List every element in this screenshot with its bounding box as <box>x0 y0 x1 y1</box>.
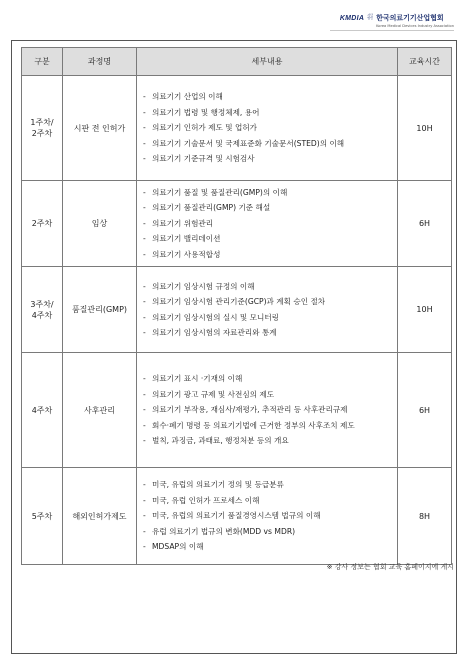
logo-sub-1: 사단 <box>367 13 374 17</box>
detail-item <box>143 247 393 263</box>
org-logo <box>340 13 454 28</box>
detail-text: 유럽 의료기기 법규의 변화(MDD vs MDR) <box>152 526 296 536</box>
detail-text: 의료기기 임상시험의 실시 및 모니터링 <box>152 312 280 322</box>
dash-bullet: - <box>143 234 146 244</box>
dash-bullet: - <box>143 328 146 337</box>
curriculum-table <box>21 47 452 565</box>
header-divider <box>330 30 454 31</box>
footnote: ※ 강사 정보는 협회 교육 홈페이지에 게시 <box>326 563 454 571</box>
detail-text: 회수·폐기 명령 등 의료기기법에 근거한 정부의 사후조치 제도 <box>152 420 355 430</box>
dash-bullet: - <box>143 154 146 164</box>
detail-text: 의료기기 산업의 이해 <box>152 92 223 102</box>
details-cell <box>137 76 398 181</box>
details-cell <box>137 353 398 468</box>
document-header <box>0 0 474 36</box>
logo-sub-2: 법인 <box>367 16 374 20</box>
details-cell <box>137 181 398 267</box>
header-course-name: 과정명 <box>63 48 137 76</box>
detail-text: 의료기기 광고 규제 및 사전심의 제도 <box>152 389 275 399</box>
course-name-cell: 시판 전 인허가 <box>63 76 137 181</box>
detail-item <box>143 325 393 341</box>
detail-text: 의료기기 임상시험 규정의 이해 <box>152 281 255 291</box>
hours-cell: 6H <box>398 181 452 267</box>
dash-bullet: - <box>143 281 146 291</box>
table-row <box>22 181 452 267</box>
header-division: 구분 <box>22 48 63 76</box>
detail-item <box>143 524 393 540</box>
dash-bullet: - <box>143 526 146 536</box>
detail-item <box>143 539 393 555</box>
table-row <box>22 267 452 353</box>
header-hours: 교육시간 <box>398 48 452 76</box>
dash-bullet: - <box>143 218 146 228</box>
detail-text: 의료기기 법령 및 행정체제, 용어 <box>152 107 260 117</box>
org-name-en: Korea Medical Devices Industry Association <box>376 24 454 28</box>
table-header-row <box>22 48 452 76</box>
dash-bullet: - <box>143 542 146 552</box>
table-row <box>22 353 452 468</box>
detail-item <box>143 477 393 493</box>
logo-mark: KMDIA <box>339 15 365 22</box>
dash-bullet: - <box>143 405 146 415</box>
dash-bullet: - <box>143 480 146 490</box>
dash-bullet: - <box>143 297 146 306</box>
detail-item <box>143 200 393 216</box>
week-cell: 1주차/ 2주차 <box>22 76 63 181</box>
details-cell <box>137 468 398 565</box>
detail-text: 의료기기 부작용, 재심사/재평가, 추적관리 등 사후관리규제 <box>152 405 348 415</box>
dash-bullet: - <box>143 187 146 197</box>
logo-sub-mark <box>367 14 373 20</box>
dash-bullet: - <box>143 389 146 399</box>
detail-item <box>143 216 393 232</box>
detail-item <box>143 105 393 121</box>
detail-item <box>143 294 393 310</box>
detail-item <box>143 120 393 136</box>
dash-bullet: - <box>143 312 146 322</box>
detail-item <box>143 387 393 403</box>
course-name-cell: 임상 <box>63 181 137 267</box>
course-name-cell: 사후관리 <box>63 353 137 468</box>
detail-text: 의료기기 품질관리(GMP) 기준 해설 <box>152 203 271 213</box>
detail-text: 미국, 유럽 인허가 프로세스 이해 <box>152 495 260 505</box>
week-cell: 5주차 <box>22 468 63 565</box>
detail-text: 의료기기 위험관리 <box>152 218 214 228</box>
detail-item <box>143 185 393 201</box>
detail-item <box>143 433 393 449</box>
dash-bullet: - <box>143 511 146 521</box>
detail-item <box>143 508 393 524</box>
detail-item <box>143 136 393 152</box>
hours-cell: 10H <box>398 76 452 181</box>
week-cell: 3주차/ 4주차 <box>22 267 63 353</box>
logo-text <box>376 13 454 28</box>
dash-bullet: - <box>143 495 146 505</box>
dash-bullet: - <box>143 203 146 213</box>
table-row <box>22 76 452 181</box>
detail-text: 의료기기 임상시험의 자료관리와 통계 <box>152 328 277 337</box>
detail-item <box>143 89 393 105</box>
detail-text: 의료기기 밸리데이션 <box>152 234 221 244</box>
detail-text: 의료기기 품질 및 품질관리(GMP)의 이해 <box>152 187 288 197</box>
org-name-ko: 한국의료기기산업협회 <box>376 14 444 22</box>
hours-cell: 10H <box>398 267 452 353</box>
detail-item <box>143 402 393 418</box>
dash-bullet: - <box>143 138 146 148</box>
hours-cell: 6H <box>398 353 452 468</box>
dash-bullet: - <box>143 436 146 446</box>
detail-item <box>143 151 393 167</box>
dash-bullet: - <box>143 92 146 102</box>
detail-item <box>143 310 393 326</box>
course-name-cell: 해외인허가제도 <box>63 468 137 565</box>
dash-bullet: - <box>143 420 146 430</box>
details-cell <box>137 267 398 353</box>
detail-text: 의료기기 기준규격 및 시험검사 <box>152 154 255 164</box>
detail-text: 의료기기 임상시험 관리기준(GCP)과 계획 승인 절차 <box>152 297 326 306</box>
detail-text: 벌칙, 과징금, 과태료, 행정처분 등의 개요 <box>152 436 289 446</box>
detail-text: 미국, 유럽의 의료기기 정의 및 등급분류 <box>152 480 284 490</box>
detail-item <box>143 371 393 387</box>
detail-item <box>143 231 393 247</box>
week-cell: 2주차 <box>22 181 63 267</box>
dash-bullet: - <box>143 374 146 384</box>
detail-text: 의료기기 인허가 제도 및 업허가 <box>152 123 258 133</box>
week-cell: 4주차 <box>22 353 63 468</box>
table-row <box>22 468 452 565</box>
detail-item <box>143 418 393 434</box>
detail-text: 미국, 유럽의 의료기기 품질경영시스템 법규의 이해 <box>152 511 321 521</box>
detail-text: 의료기기 기술문서 및 국제표준화 기술문서(STED)의 이해 <box>152 138 345 148</box>
header-details: 세부내용 <box>137 48 398 76</box>
detail-text: 의료기기 사용적합성 <box>152 249 221 259</box>
dash-bullet: - <box>143 107 146 117</box>
dash-bullet: - <box>143 123 146 133</box>
hours-cell: 8H <box>398 468 452 565</box>
dash-bullet: - <box>143 249 146 259</box>
detail-text: 의료기기 표시 ·기재의 이해 <box>152 374 243 384</box>
detail-item <box>143 493 393 509</box>
course-name-cell: 품질관리(GMP) <box>63 267 137 353</box>
detail-text: MDSAP의 이해 <box>152 542 204 552</box>
detail-item <box>143 279 393 295</box>
